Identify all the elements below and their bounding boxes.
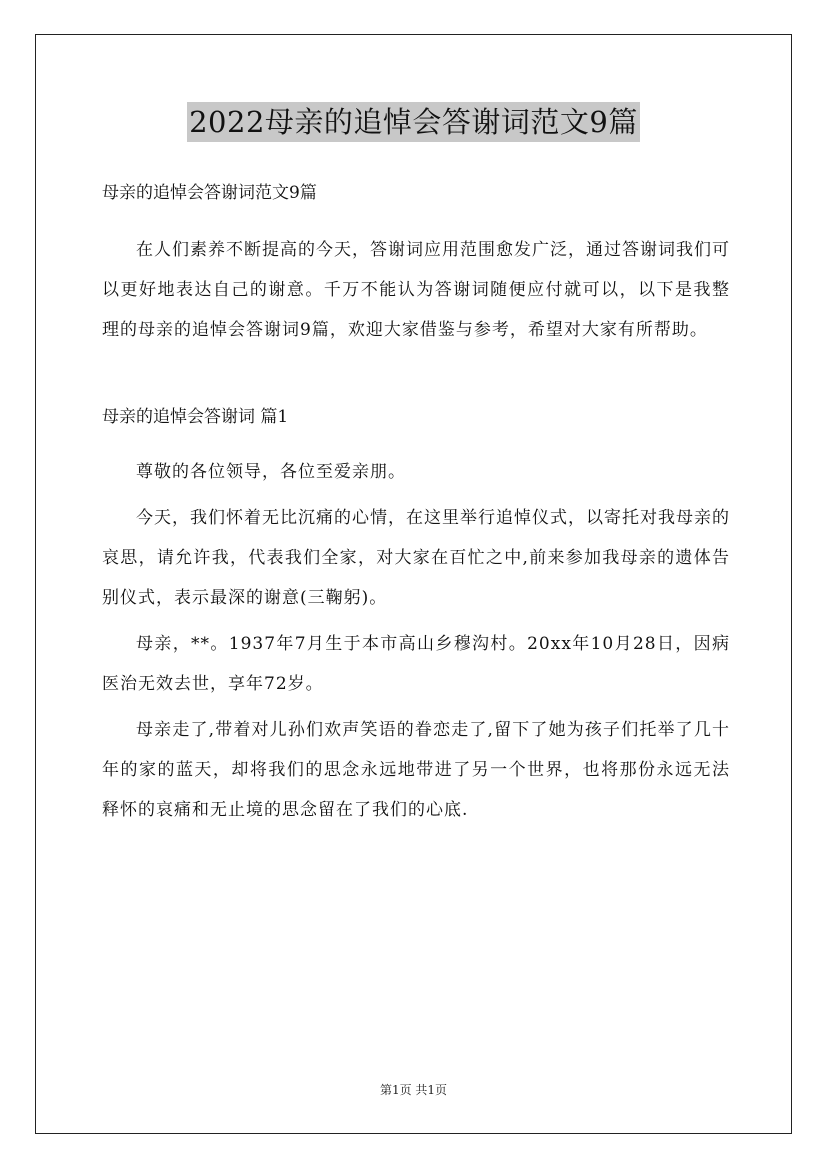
page-footer: 第1页 共1页 [379, 1083, 448, 1097]
title-container [0, 102, 827, 142]
body-paragraph-3: 母亲，**。1937年7月生于本市高山乡穆沟村。20xx年10月28日，因病医治无效去世，享年72岁。 [102, 634, 730, 694]
body-paragraph-1: 尊敬的各位领导，各位至爱亲朋。 [136, 462, 406, 482]
document-body [102, 178, 730, 830]
document-title: 2022母亲的追悼会答谢词范文9篇 [187, 102, 640, 142]
body-paragraph-4: 母亲走了,带着对儿孙们欢声笑语的眷恋走了,留下了她为孩子们托举了几十年的家的蓝天，却将我们的思念永远地带进了另一个世界，也将那份永远无法释怀的哀痛和无止境的思念留在了我们的心底. [102, 720, 730, 820]
body-paragraph-2: 今天，我们怀着无比沉痛的心情，在这里举行追悼仪式，以寄托对我母亲的哀思，请允许我，代表我们全家，对大家在百忙之中,前来参加我母亲的遗体告别仪式，表示最深的谢意(三鞠躬)。 [102, 508, 730, 608]
spacer [102, 208, 730, 230]
document-subtitle: 母亲的追悼会答谢词范文9篇 [102, 183, 317, 203]
spacer [102, 350, 730, 402]
intro-paragraph: 在人们素养不断提高的今天，答谢词应用范围愈发广泛，通过答谢词我们可以更好地表达自己的谢意。千万不能认为答谢词随便应付就可以，以下是我整理的母亲的追悼会答谢词9篇，欢迎大家借鉴与参考，希望对大家有所帮助。 [102, 240, 730, 340]
section-heading: 母亲的追悼会答谢词 篇1 [102, 407, 289, 427]
